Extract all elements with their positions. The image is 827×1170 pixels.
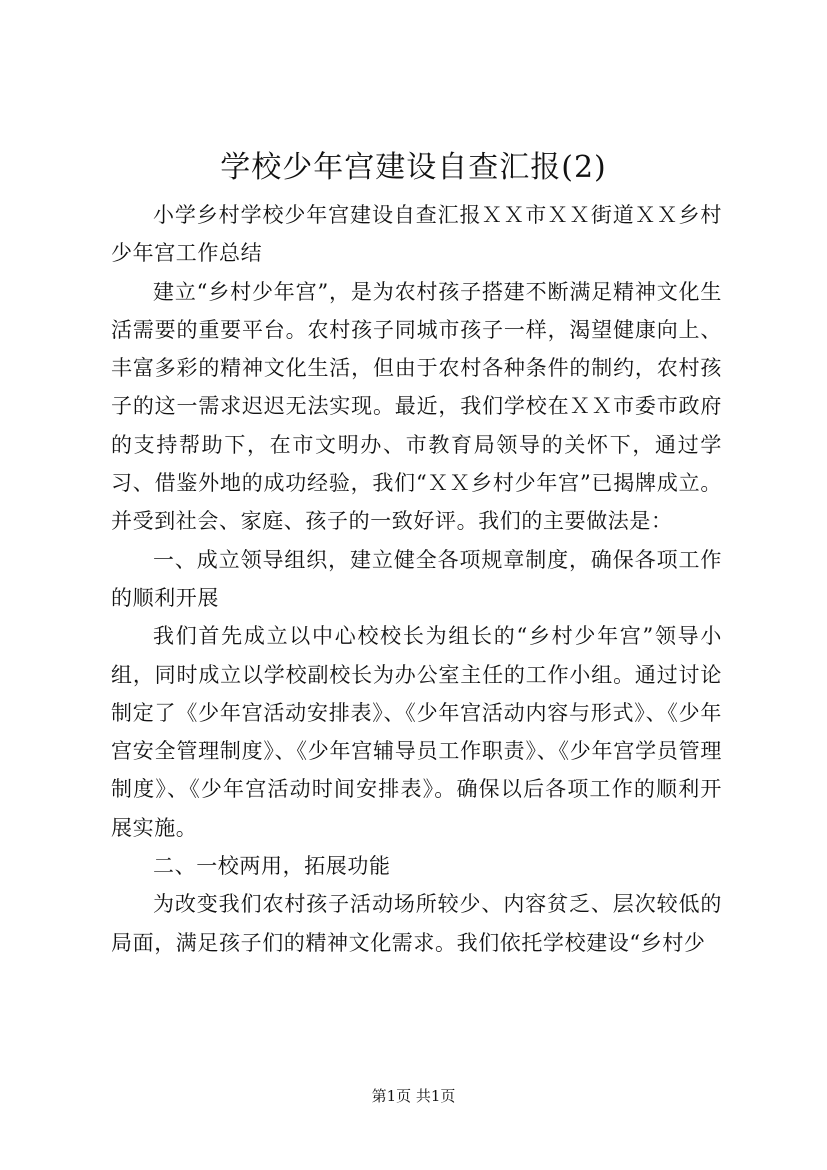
- paragraph-introduction: 建立“乡村少年宫”，是为农村孩子搭建不断满足精神文化生活需要的重要平台。农村孩子同城市孩子一样，渴望健康向上、丰富多彩的精神文化生活，但由于农村各种条件的制约，农村孩子的这一需求迟迟无法实现。最近，我们学校在ＸＸ市委市政府的支持帮助下，在市文明办、市教育局领导的关怀下，通过学习、借鉴外地的成功经验，我们“ＸＸ乡村少年宫”已揭牌成立。并受到社会、家庭、孩子的一致好评。我们的主要做法是：: [111, 279, 722, 534]
- page-number-footer: 第1页 共1页: [371, 1087, 456, 1105]
- paragraph-heading-line: 小学乡村学校少年宫建设自查汇报ＸＸ市ＸＸ街道ＸＸ乡村少年宫工作总结: [111, 203, 722, 266]
- document-title: 学校少年宫建设自查汇报(2): [220, 150, 607, 185]
- document-body: [111, 196, 722, 962]
- paragraph-section-two-heading: 二、一校两用，拓展功能: [153, 854, 391, 879]
- paragraph-section-one-body: 我们首先成立以中心校校长为组长的“乡村少年宫”领导小组，同时成立以学校副校长为办公室主任的工作小组。通过讨论制定了《少年宫活动安排表》、《少年宫活动内容与形式》、《少年宫安全管理制度》、《少年宫辅导员工作职责》、《少年宫学员管理制度》、《少年宫活动时间安排表》。确保以后各项工作的顺利开展实施。: [111, 624, 722, 840]
- paragraph-section-two-body: 为改变我们农村孩子活动场所较少、内容贫乏、层次较低的局面，满足孩子们的精神文化需求。我们依托学校建设“乡村少: [111, 892, 722, 955]
- paragraph-section-one-heading: 一、成立领导组织，建立健全各项规章制度，确保各项工作的顺利开展: [111, 547, 722, 610]
